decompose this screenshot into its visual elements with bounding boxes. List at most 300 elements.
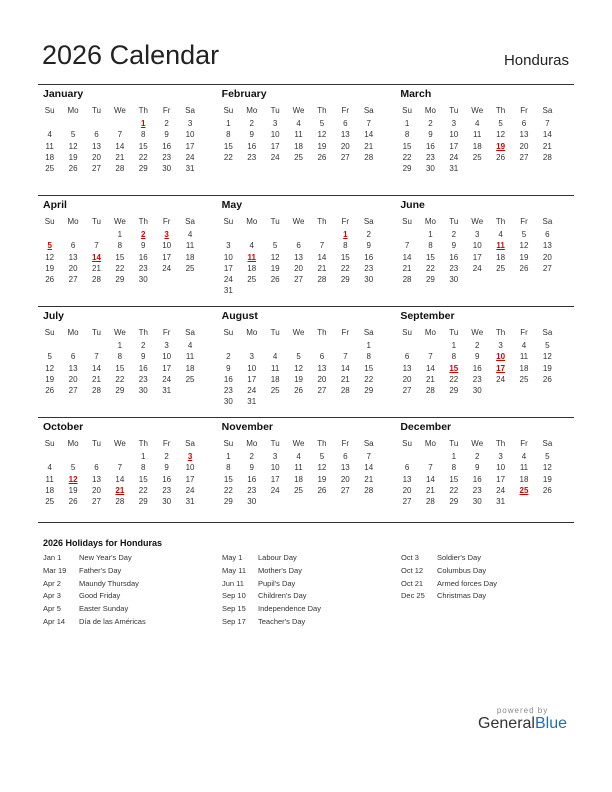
- day-grid: [395, 118, 559, 174]
- weekday-header: [395, 216, 559, 227]
- day-cell: [419, 141, 442, 152]
- day-number: 3: [249, 352, 254, 362]
- day-cell: [442, 129, 465, 140]
- day-cell: [178, 118, 201, 129]
- day-number: 5: [319, 452, 325, 461]
- day-cell: [38, 485, 61, 496]
- day-number: 15: [138, 141, 148, 151]
- day-cell: [217, 351, 240, 362]
- day-cell: [132, 118, 155, 129]
- day-cell: [489, 462, 512, 473]
- empty-cell: [85, 118, 108, 129]
- day-number: 16: [449, 252, 459, 262]
- day-cell: [287, 451, 310, 462]
- day-cell: [108, 485, 131, 496]
- holidays-title: 2026 Holidays for Honduras: [43, 538, 163, 548]
- month-name: September: [400, 310, 455, 322]
- day-cell: [536, 462, 559, 473]
- day-cell: [287, 351, 310, 362]
- day-number: 23: [364, 263, 374, 273]
- day-cell: [357, 485, 380, 496]
- day-number: 1: [117, 341, 123, 350]
- empty-cell: [61, 340, 84, 351]
- day-cell: [357, 263, 380, 274]
- day-cell: [357, 363, 380, 374]
- day-cell: [310, 363, 333, 374]
- day-number: 30: [138, 386, 148, 396]
- day-number: 4: [249, 241, 254, 251]
- day-number: 12: [270, 252, 280, 262]
- weekday-label: Th: [317, 217, 327, 226]
- day-number: 19: [45, 374, 55, 384]
- weekday-header: [38, 105, 202, 116]
- day-number: 30: [162, 497, 172, 507]
- day-cell: [357, 118, 380, 129]
- empty-cell: [287, 229, 310, 240]
- day-number: 2: [451, 230, 457, 239]
- day-cell: [536, 451, 559, 462]
- day-number: 12: [519, 241, 529, 251]
- day-number: 1: [428, 230, 433, 239]
- day-cell: [217, 152, 240, 163]
- day-cell: [263, 363, 286, 374]
- day-cell: [217, 462, 240, 473]
- day-number: 31: [496, 497, 506, 507]
- day-cell: [466, 252, 489, 263]
- holiday-date: Apr 5: [43, 604, 61, 614]
- day-cell: [287, 462, 310, 473]
- day-cell: [132, 152, 155, 163]
- day-cell: [217, 252, 240, 263]
- day-cell: [178, 152, 201, 163]
- day-number: 25: [185, 263, 195, 273]
- day-cell: [85, 374, 108, 385]
- day-cell: [85, 129, 108, 140]
- holiday-day: 25: [519, 485, 529, 495]
- day-cell: [263, 141, 286, 152]
- day-number: 8: [117, 241, 123, 251]
- day-cell: [357, 129, 380, 140]
- day-number: 23: [449, 263, 459, 273]
- day-grid: [395, 340, 559, 396]
- day-cell: [178, 462, 201, 473]
- day-number: 6: [343, 119, 348, 128]
- weekday-header: [38, 327, 202, 338]
- month-august: [217, 307, 396, 417]
- day-number: 9: [164, 463, 169, 473]
- weekday-label: Sa: [542, 217, 553, 226]
- day-cell: [263, 462, 286, 473]
- day-cell: [38, 363, 61, 374]
- day-number: 25: [247, 275, 257, 285]
- weekday-label: Mo: [67, 217, 79, 226]
- weekday-label: Su: [402, 106, 412, 115]
- holiday-item: [222, 552, 321, 565]
- day-number: 4: [296, 119, 301, 128]
- day-cell: [108, 340, 131, 351]
- day-number: 8: [117, 352, 123, 362]
- day-number: 1: [451, 452, 457, 461]
- day-number: 14: [364, 130, 374, 140]
- day-number: 8: [141, 130, 146, 140]
- day-cell: [334, 240, 357, 251]
- day-cell: [357, 451, 380, 462]
- day-cell: [240, 274, 263, 285]
- day-cell: [217, 274, 240, 285]
- day-number: 24: [472, 263, 482, 273]
- day-number: 13: [519, 130, 529, 140]
- day-number: 12: [496, 130, 506, 140]
- day-cell: [357, 374, 380, 385]
- weekday-label: Fr: [162, 217, 171, 226]
- day-number: 27: [294, 275, 303, 285]
- weekday-label: Mo: [67, 439, 79, 448]
- day-cell: [334, 363, 357, 374]
- day-number: 17: [496, 474, 506, 484]
- day-cell: [108, 240, 131, 251]
- day-number: 18: [185, 363, 195, 373]
- day-cell: [357, 385, 380, 396]
- month-name: August: [221, 310, 258, 322]
- day-cell: [310, 274, 333, 285]
- day-number: 31: [162, 386, 172, 396]
- day-cell: [61, 351, 84, 362]
- day-cell: [442, 351, 465, 362]
- day-number: 11: [185, 352, 195, 362]
- day-cell: [357, 229, 380, 240]
- day-cell: [155, 118, 178, 129]
- day-number: 30: [472, 497, 482, 507]
- day-number: 24: [270, 152, 280, 162]
- empty-cell: [85, 451, 108, 462]
- day-number: 6: [70, 241, 76, 251]
- holiday-item: [43, 565, 146, 578]
- day-cell: [108, 263, 131, 274]
- day-cell: [536, 485, 559, 496]
- day-number: 18: [247, 263, 257, 273]
- weekday-label: Th: [138, 106, 148, 115]
- day-number: 4: [47, 463, 52, 473]
- empty-cell: [61, 229, 84, 240]
- holiday-name: Maundy Thursday: [79, 578, 139, 588]
- day-number: 27: [402, 497, 412, 507]
- day-cell: [155, 385, 178, 396]
- day-number: 17: [247, 374, 257, 384]
- day-number: 27: [68, 275, 78, 285]
- day-cell: [38, 252, 61, 263]
- day-cell: [287, 274, 310, 285]
- day-cell: [334, 274, 357, 285]
- day-cell: [395, 118, 418, 129]
- day-number: 14: [425, 474, 435, 484]
- day-number: 20: [317, 374, 327, 384]
- day-number: 6: [404, 352, 410, 362]
- day-number: 18: [472, 141, 482, 151]
- day-number: 16: [162, 474, 172, 484]
- day-cell: [155, 263, 178, 274]
- day-cell: [395, 496, 418, 507]
- weekday-label: We: [113, 328, 126, 337]
- weekday-label: Sa: [185, 439, 195, 448]
- day-cell: [536, 340, 559, 351]
- day-number: 24: [449, 152, 459, 162]
- day-number: 21: [364, 141, 374, 151]
- day-number: 29: [449, 497, 459, 507]
- day-cell: [395, 240, 418, 251]
- day-cell: [132, 496, 155, 507]
- day-number: 20: [92, 152, 101, 162]
- day-cell: [442, 485, 465, 496]
- day-cell: [155, 229, 178, 240]
- day-cell: [442, 163, 465, 174]
- weekday-label: Tu: [270, 439, 280, 448]
- weekday-label: Mo: [67, 106, 79, 115]
- day-cell: [263, 252, 286, 263]
- day-number: 20: [402, 485, 412, 495]
- day-cell: [512, 118, 535, 129]
- day-cell: [85, 496, 108, 507]
- day-cell: [419, 496, 442, 507]
- day-cell: [442, 451, 465, 462]
- weekday-label: Fr: [341, 328, 350, 337]
- weekday-label: Mo: [246, 106, 258, 115]
- holiday-name: Columbus Day: [437, 565, 487, 575]
- day-number: 25: [294, 485, 303, 495]
- day-cell: [240, 496, 263, 507]
- day-number: 22: [364, 374, 374, 384]
- holiday-date: May 11: [222, 565, 247, 575]
- weekday-label: Fr: [162, 106, 171, 115]
- day-cell: [334, 152, 357, 163]
- day-number: 18: [496, 252, 506, 262]
- day-cell: [512, 340, 535, 351]
- day-cell: [155, 363, 178, 374]
- day-cell: [536, 118, 559, 129]
- month-name: February: [221, 88, 267, 100]
- day-cell: [466, 263, 489, 274]
- day-number: 9: [164, 130, 169, 140]
- day-cell: [489, 496, 512, 507]
- weekday-label: Fr: [520, 439, 528, 448]
- day-cell: [419, 118, 442, 129]
- day-cell: [466, 462, 489, 473]
- weekday-label: Tu: [91, 106, 101, 115]
- day-number: 21: [115, 152, 125, 162]
- day-cell: [536, 351, 559, 362]
- day-cell: [442, 141, 465, 152]
- day-cell: [512, 351, 535, 362]
- month-name: March: [400, 88, 432, 100]
- weekday-header: [217, 105, 381, 116]
- weekday-label: Fr: [520, 106, 528, 115]
- weekday-label: We: [113, 217, 126, 226]
- day-number: 31: [449, 164, 459, 174]
- holiday-date: Mar 19: [43, 565, 67, 575]
- day-number: 24: [270, 485, 280, 495]
- brand-name: [478, 715, 567, 733]
- day-cell: [85, 252, 108, 263]
- day-cell: [178, 252, 201, 263]
- weekday-label: Tu: [270, 328, 280, 337]
- day-grid: [38, 229, 202, 285]
- weekday-label: Sa: [185, 106, 195, 115]
- day-cell: [108, 385, 131, 396]
- day-cell: [108, 496, 131, 507]
- day-number: 25: [45, 497, 55, 507]
- holiday-date: Apr 3: [43, 591, 61, 601]
- weekday-label: We: [471, 217, 484, 226]
- day-cell: [38, 351, 61, 362]
- month-october: [38, 418, 217, 528]
- holiday-name: Children's Day: [258, 591, 307, 601]
- day-cell: [178, 141, 201, 152]
- day-cell: [334, 129, 357, 140]
- day-cell: [38, 474, 61, 485]
- day-cell: [489, 451, 512, 462]
- day-cell: [38, 385, 61, 396]
- day-cell: [334, 351, 357, 362]
- day-cell: [85, 263, 108, 274]
- day-number: 14: [115, 474, 125, 484]
- day-number: 7: [94, 241, 99, 251]
- day-cell: [155, 129, 178, 140]
- day-number: 15: [402, 141, 412, 151]
- day-cell: [442, 474, 465, 485]
- day-number: 6: [70, 352, 76, 362]
- day-number: 17: [472, 252, 482, 262]
- day-cell: [132, 485, 155, 496]
- day-number: 13: [92, 474, 101, 484]
- day-cell: [108, 163, 131, 174]
- weekday-label: Th: [138, 328, 148, 337]
- weekday-header: [395, 105, 559, 116]
- weekday-label: Mo: [424, 439, 436, 448]
- brand-logo: [478, 706, 567, 733]
- day-number: 12: [45, 363, 55, 373]
- day-cell: [263, 474, 286, 485]
- day-cell: [334, 141, 357, 152]
- day-number: 30: [162, 164, 172, 174]
- day-number: 31: [247, 397, 257, 407]
- day-cell: [512, 263, 535, 274]
- day-grid: [217, 451, 381, 507]
- month-name: May: [221, 199, 243, 211]
- day-cell: [287, 129, 310, 140]
- day-cell: [108, 363, 131, 374]
- day-cell: [512, 451, 535, 462]
- day-number: 23: [247, 485, 257, 495]
- weekday-label: We: [471, 106, 484, 115]
- weekday-label: Sa: [363, 217, 374, 226]
- day-number: 10: [270, 130, 280, 140]
- day-number: 26: [317, 485, 327, 495]
- day-cell: [489, 152, 512, 163]
- day-cell: [466, 118, 489, 129]
- holiday-date: Jun 11: [222, 578, 244, 588]
- empty-cell: [108, 118, 131, 129]
- holiday-item: [222, 616, 321, 629]
- day-cell: [512, 252, 535, 263]
- day-cell: [61, 240, 84, 251]
- day-number: 19: [294, 374, 303, 384]
- day-number: 13: [68, 363, 78, 373]
- day-cell: [155, 451, 178, 462]
- holiday-name: Mother's Day: [258, 565, 302, 575]
- day-number: 28: [317, 275, 327, 285]
- weekday-label: Su: [223, 217, 234, 226]
- day-number: 23: [472, 485, 482, 495]
- day-number: 23: [472, 374, 482, 384]
- day-number: 3: [474, 230, 480, 239]
- day-cell: [536, 252, 559, 263]
- day-cell: [263, 263, 286, 274]
- day-number: 25: [294, 152, 303, 162]
- day-number: 8: [404, 130, 410, 140]
- month-name: June: [400, 199, 425, 211]
- day-cell: [310, 118, 333, 129]
- empty-cell: [263, 229, 286, 240]
- day-cell: [466, 229, 489, 240]
- day-number: 10: [162, 241, 172, 251]
- day-cell: [489, 363, 512, 374]
- weekday-label: Th: [495, 328, 506, 337]
- day-number: 14: [364, 463, 374, 473]
- day-number: 27: [68, 386, 78, 396]
- day-number: 1: [404, 119, 410, 128]
- month-row: [38, 84, 574, 195]
- weekday-label: Sa: [185, 328, 195, 337]
- day-cell: [217, 496, 240, 507]
- day-cell: [442, 374, 465, 385]
- day-cell: [132, 129, 155, 140]
- day-number: 23: [138, 374, 148, 384]
- day-cell: [442, 118, 465, 129]
- day-number: 7: [343, 352, 348, 362]
- day-number: 19: [317, 474, 327, 484]
- weekday-label: Th: [317, 106, 327, 115]
- day-cell: [217, 451, 240, 462]
- day-cell: [240, 485, 263, 496]
- day-cell: [489, 263, 512, 274]
- day-cell: [310, 252, 333, 263]
- day-number: 26: [45, 386, 55, 396]
- day-number: 29: [449, 386, 459, 396]
- day-number: 21: [364, 474, 374, 484]
- day-number: 21: [425, 374, 435, 384]
- day-number: 23: [162, 152, 172, 162]
- weekday-label: Sa: [542, 106, 553, 115]
- weekday-header: [217, 438, 381, 449]
- day-number: 22: [449, 485, 459, 495]
- day-number: 9: [226, 363, 231, 373]
- day-cell: [217, 474, 240, 485]
- day-cell: [263, 274, 286, 285]
- month-row: [38, 306, 574, 417]
- holiday-date: Sep 10: [222, 591, 246, 601]
- day-cell: [442, 496, 465, 507]
- day-cell: [536, 263, 559, 274]
- holiday-date: Sep 15: [222, 604, 246, 614]
- day-number: 7: [117, 130, 123, 140]
- day-number: 27: [92, 497, 101, 507]
- day-cell: [466, 340, 489, 351]
- day-cell: [395, 374, 418, 385]
- day-cell: [132, 141, 155, 152]
- day-grid: [395, 229, 559, 285]
- day-cell: [489, 129, 512, 140]
- day-number: 23: [162, 485, 172, 495]
- day-number: 25: [496, 263, 506, 273]
